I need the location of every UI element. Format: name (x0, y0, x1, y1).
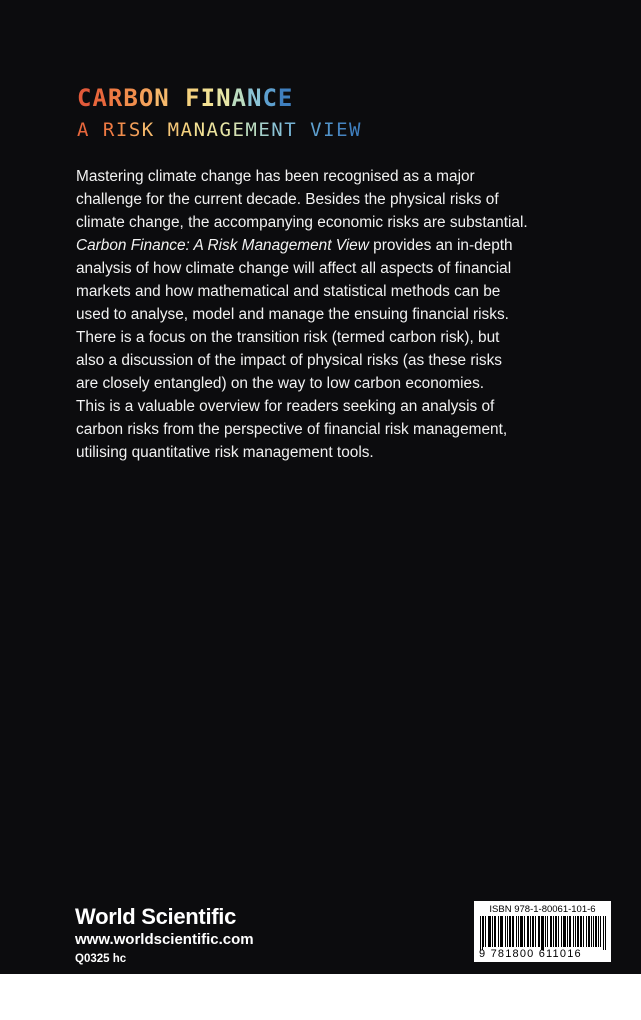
barcode-bar (591, 916, 592, 947)
description-line: This is a valuable overview for readers seeking an analysis of (76, 398, 495, 415)
barcode-bar (586, 916, 587, 947)
barcode-bar (555, 916, 556, 947)
barcode-bar (498, 916, 499, 947)
barcode-bar (556, 916, 557, 947)
book-title-italic: Carbon Finance: A Risk Management View (76, 237, 369, 254)
barcode-bar (570, 916, 571, 947)
barcode-bar (583, 916, 584, 947)
description-line: also a discussion of the impact of physical risks (as these risks (76, 352, 502, 369)
barcode-bars (480, 916, 606, 950)
barcode-bar (564, 916, 565, 947)
barcode-bar (527, 916, 528, 947)
barcode-bar (530, 916, 531, 947)
description-line: challenge for the current decade. Besides the physical risks of (76, 191, 499, 208)
subtitle-letter: N (193, 119, 207, 141)
description-line: climate change, the accompanying economic risks are substantial. (76, 214, 528, 231)
barcode-bar (595, 916, 596, 947)
subtitle-letter: I (323, 119, 337, 141)
subtitle-letter: E (232, 119, 246, 141)
description-line: Mastering climate change has been recognised as a major (76, 168, 475, 185)
subtitle-letter (155, 119, 168, 141)
barcode-bar (485, 916, 486, 947)
barcode-bar (603, 916, 604, 950)
barcode-bar (528, 916, 529, 947)
title-letter (170, 83, 185, 113)
description-line: carbon risks from the perspective of financial risk management, (76, 421, 508, 438)
barcode-bar (532, 916, 533, 947)
subtitle-letter: W (349, 119, 362, 141)
barcode-bar (516, 916, 517, 947)
title-letter: C (262, 84, 278, 112)
barcode-bar (520, 916, 521, 947)
barcode-bar (500, 916, 501, 947)
book-subtitle (77, 117, 362, 143)
book-title (77, 83, 293, 113)
barcode-bar (565, 916, 566, 947)
subtitle-letter: I (115, 119, 129, 141)
title-letter: I (200, 84, 217, 112)
barcode-bar (589, 916, 590, 947)
description-line: analysis of how climate change will affect all aspects of financial (76, 260, 512, 277)
barcode-bar (495, 916, 496, 947)
title-letter: R (107, 84, 124, 112)
isbn-barcode (474, 901, 611, 962)
barcode-bar (533, 916, 534, 947)
title-letter: O (138, 84, 155, 112)
subtitle-letter: A (77, 119, 90, 141)
barcode-bar (575, 916, 576, 947)
barcode-bar (488, 916, 489, 947)
barcode-bar (596, 916, 597, 947)
barcode-bar (524, 916, 525, 947)
barcode-bar (567, 916, 568, 947)
barcode-bar (543, 916, 544, 950)
barcode-bar (518, 916, 519, 947)
subtitle-letter: E (258, 119, 272, 141)
barcode-bar (545, 916, 546, 947)
barcode-bar (489, 916, 490, 947)
description-line: utilising quantitative risk management tools. (76, 444, 374, 461)
barcode-bar (588, 916, 589, 947)
subtitle-letter: M (167, 119, 181, 141)
subtitle-letter: N (271, 119, 285, 141)
description-line: are closely entangled) on the way to low carbon economies. (76, 375, 485, 392)
barcode-bar (522, 916, 523, 947)
title-letter: C (77, 84, 93, 112)
description-line: There is a focus on the transition risk (termed carbon risk), but (76, 329, 500, 346)
barcode-bar (578, 916, 579, 947)
title-letter: A (231, 84, 247, 112)
barcode-bar (535, 916, 536, 947)
barcode-bar (538, 916, 539, 947)
barcode-bar (510, 916, 511, 947)
barcode-bar (573, 916, 574, 947)
title-letter: N (246, 84, 263, 112)
title-letter: N (154, 84, 170, 112)
subtitle-letter: T (284, 119, 298, 141)
description-line: markets and how mathematical and statistical methods can be (76, 283, 501, 300)
barcode-bar (563, 916, 564, 947)
barcode-bar (553, 916, 554, 947)
barcode-bar (482, 916, 483, 950)
publisher-block (75, 904, 254, 967)
barcode-bar (580, 916, 581, 947)
barcode-digits: 9 781800 611016 (479, 948, 582, 960)
barcode-bar (561, 916, 562, 947)
barcode-bar (541, 916, 542, 950)
barcode-bar (605, 916, 606, 950)
description-line: used to analyse, model and manage the ensuing financial risks. (76, 306, 509, 323)
subtitle-letter: V (310, 119, 324, 141)
subtitle-letter: M (245, 119, 259, 141)
title-letter: F (185, 84, 201, 112)
subtitle-letter (297, 119, 310, 141)
barcode-bar (505, 916, 506, 947)
description-line (76, 234, 526, 257)
publisher-url: www.worldscientific.com (75, 931, 254, 948)
barcode-bar (490, 916, 491, 947)
barcode-bar (539, 916, 540, 947)
subtitle-letter: R (102, 119, 116, 141)
barcode-bar (600, 916, 601, 947)
subtitle-letter (90, 119, 103, 141)
barcode-bar (551, 916, 552, 947)
barcode-bar (542, 916, 543, 950)
barcode-bar (507, 916, 508, 947)
barcode-bar (550, 916, 551, 947)
barcode-bar (598, 916, 599, 947)
barcode-bar (577, 916, 578, 947)
subtitle-letter: A (180, 119, 194, 141)
title-letter: B (123, 84, 139, 112)
barcode-bar (513, 916, 514, 947)
barcode-bar (494, 916, 495, 947)
barcode-bar (483, 916, 484, 947)
title-letter: A (92, 84, 108, 112)
barcode-bar (521, 916, 522, 947)
barcode-bar (593, 916, 594, 947)
barcode-bar (480, 916, 481, 950)
subtitle-letter: G (219, 119, 233, 141)
product-code: Q0325 hc (75, 953, 127, 965)
subtitle-letter: A (206, 119, 220, 141)
description-text: provides an in-depth (368, 237, 513, 254)
barcode-bar (558, 916, 559, 947)
publisher-name: World Scientific (75, 904, 237, 929)
book-description (76, 165, 526, 464)
barcode-bar (509, 916, 510, 947)
barcode-bar (502, 916, 503, 947)
barcode-bar (581, 916, 582, 947)
barcode-bar (547, 916, 548, 947)
subtitle-letter: E (336, 119, 350, 141)
barcode-bar (492, 916, 493, 947)
title-letter: E (277, 84, 294, 112)
title-letter: N (216, 84, 232, 112)
barcode-bar (512, 916, 513, 947)
barcode-bar (569, 916, 570, 947)
barcode-bar (501, 916, 502, 947)
subtitle-letter: K (141, 119, 155, 141)
subtitle-letter: S (128, 119, 142, 141)
isbn-label: ISBN 978-1-80061-101-6 (489, 904, 596, 915)
